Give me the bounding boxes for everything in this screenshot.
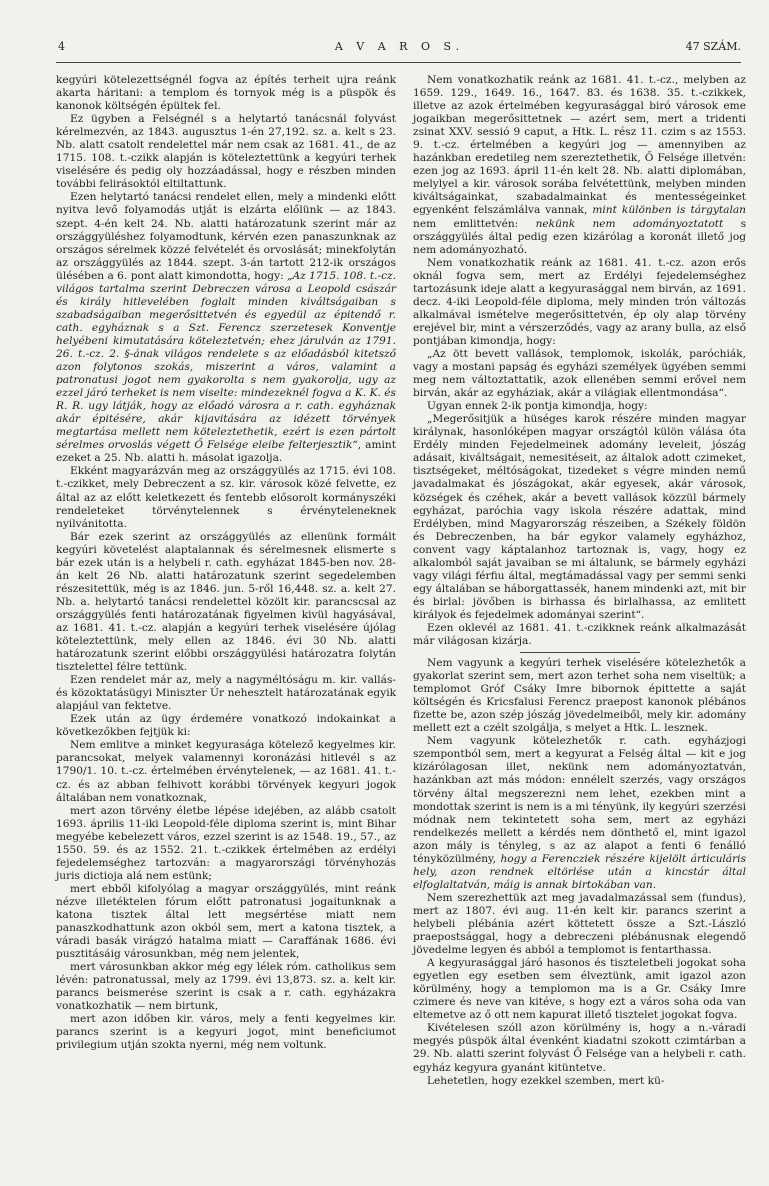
paragraph [56, 465, 396, 530]
right-column [413, 74, 746, 1088]
paragraph [56, 713, 396, 739]
text-run: Nem szerezhettük azt meg javadalmazással sem (fundus), mert az 1807. évi aug. 11-én kelt kir. parancs szerint a helybeli plébánia azért köttetett össze a Szt.-László praepostsággal, hogy a debreczeni plébánusnak elegendő jövedelme legyen és abból a templomot is fentarthassa. [413, 891, 746, 957]
text-run: , amint ezeket a 25. Nb. alatti h. másolat igazolja. [56, 439, 396, 465]
text-run: Nem vagyunk kötelezhetők r. cath. egyházjogi szempontból sem, mert a kegyurat a Felség által — kit e jog kizárólagosan illet, nekünk nem adományoztatván, hazánkban azt más módon: ennélelt szerzés, vagy országos törvény által megszereznі nem lehet, ezekben mint a mondottak szerint is nem is a mi tényünk, ily kegyúri szerzési módnak nem tekintetett soha sem, mert az egyházi rendelkezés mellett a kérdés nem dönthető el, mint igazol azon mály is tényleg, s az az alapot a fenti 6 fenálló tényközülmény, [413, 735, 746, 865]
paragraph [413, 348, 746, 400]
paragraph [56, 739, 396, 804]
italic-text-run: mint különben is tárgytalan [592, 204, 746, 217]
paragraph [56, 883, 396, 961]
paragraph [56, 1013, 396, 1052]
paragraph [413, 657, 746, 735]
paragraph [56, 805, 396, 883]
paragraph [413, 413, 746, 622]
text-run: Ezen oklevél az 1681. 41. t.-czikknek reánk alkalmazását már világosan kizárja. [413, 621, 746, 648]
paragraph [56, 191, 396, 465]
page-header [58, 40, 741, 58]
text-run: Ekként magyarázván meg az országgyülés az 1715. évi 108. t.-czikket, mely Debreczent a sz. kir. városok közé felvette, ez által az az előtt keletkezett és fentebb elősorolt kormányszéki rendeleteket törvénytelennek s érvénytelenеknek nyilvánitotta. [56, 465, 396, 530]
paragraph [56, 961, 396, 1013]
text-run: „Az ött bevett vallások, templomok, iskolák, paróchiák, vagy a mostani papság és egyházi személyek ügyében semmi meg nem változtattatik, azok ellenében semmi erővel nem birván, akár az egyháziak, akár a világiak ellentmondása“. [413, 347, 746, 400]
text-run: Ezek után az ügy érdemére vonatkozó indokainkat a következőkben fejtjük ki: [56, 713, 396, 739]
paragraph [413, 400, 746, 413]
text-run: „Megerősitjük a hüséges karok részére minden magyar királynak, hasonlóképen magyar országtól külön válása óta Erdély minden Fejedelmeinek adomány leveleit, jószág adásait, kiváltságait, nemesitéseit, az általok adott czimeket, tisztségeket, méltóságokat, tizedeket s végre minden nemű javadalmakat és jószágokat, akár egyesek, akár városok, községek és czéhek, akár a bevett vallások közzül bármely egyházat, paróchia vagy iskola részére adattak, mind Erdélyben, mind Magyarország részeiben, a Székely földön és Debreczenben, ha bár egykor valamely egyházhoz, convent vagy káptalanhoz tartoznak is, vagy, hogy ez alkalomból saját javaiban se mi általunk, se bármely egyházi vagy világi férfiu által, megtámadással vagy per semmi senki egy általában se háborgattassék, hanem mindenki azt, mit bir és birlal: jövőben is birhassa és birlalhassa, az emlitett királyok és fejedelmek adományai szerint“. [413, 413, 746, 621]
text-run: Bár ezek szerint az országgyülés az ellenünk formált kegyúri követelést alaptalannak és sérelmesnek elismerte s bár ezek után is a helybeli r. cath. egyházat 1845-ben nov. 28-án kelt 26 Nb. alatti határozatunk szerint segedelemben részesitettük, még is az 1846. jun. 5-ről 16,448. sz. a. kelt 27. Nb. a. helytartó tanácsi rendelettel közölt kir. parancscsal az országgyülés fenti határozatának figyelmen kivül hagyásával, az 1681. 41. t.-cz. alapján a kegyúri terhek viselésére újólag köteleztettünk, mely ellen az 1846. évi 30 Nb. alatti határozatunk szerint előbbi országgyülési határozatra folytán tisztelettel félre tettünk. [56, 530, 396, 674]
paragraph [413, 957, 746, 1022]
page-number-right: 47 SZÁM. [685, 40, 741, 53]
paragraph [413, 1075, 746, 1088]
paragraph [56, 74, 396, 113]
text-run: Ezen rendelet már az, mely a nagyméltóságu m. kir. vallás- és közoktatásügyi Miniszter Úr nehesztelt határozatának egyik alapjául van fektetve. [56, 674, 396, 713]
text-run: Nem vonatkozhatik reánk az 1681. 41. t.-cz., melyben az 1659. 129., 1649. 16., 1647. 83. és 1638. 35. t.-czikkek, illetve az azok értelmében kegyurasággal biró városok eme jogaikban megerősittetnek — azért sem, mert a tridenti zsinat XXV. sessió 9 caput, a Htk. L. rész 11. czim s az 1553. 9. t.-cz. értelmében a kegyúri jog — amennyiben az hazánkban eredetileg nem szereztethetik, Ő Felsége illetvén: ezen jog az 1693. ápril 11-én kelt 28. Nb. alatti diplomában, melylyel a kir. városok sorába felvétettünk, melyben minden kiváltságainkat, szabadalmainkat és mentességeinket egyenként felszámlálva vannak, [413, 74, 746, 217]
text-run: mert azon törvény életbe lépése idejében, az alább csatolt 1693. április 11-iki Leopold-féle diploma szerint is, mint Bihar megyébe kebelezett város, ezzel szerint is az 1548. 19., 57., az 1550. 59. és az 1552. 21. t.-czikkek értelmében az erdélyi fejedelemséghez tartozván: a magyarországi törvényhozás juris dictioja alá nem estünk; [56, 804, 396, 882]
paragraph [56, 113, 396, 191]
text-run: mert ebből kifolyólag a magyar országgyülés, mint reánk nézve illetéktelen fórum előtt patronatusi jogaitunknak a katona tisztek által lett megsértése miatt nem panaszkodhattunk azon okból sem, mert a katona tisztek, a váradi basák virágzó hatalma miatt — Caraffának 1686. évi pusztitásáig városunkban, még nem jelentek, [56, 882, 396, 961]
text-run: Ezen helytartó tanácsi rendelet ellen, mely a mindenki előtt nyitva levő folyamodás utját is elzárta előlünk — az 1843. szept. 4-én kelt 24. Nb. alatti határozatunk szerint már az országgyüléshez folyamodtunk, kérvén ezen panaszunknak az országos sérelmek közzé felvételét és orvoslását; minekfolytán az országgyülés az 1844. szept. 3-án tartott 212-ik országos ülésében a 6. pont alatt kimondotta, hogy: [56, 191, 396, 282]
italic-text-run: „Az 1715. 108. t.-cz. világos tartalma szerint Debreczen városa a Leopold császár és király hitlevelében foglalt minden kiváltságaiban s szabadságaiban megerősittetvén és egyedül az épitendő r. cath. egyháznak s a Szt. Ferencz szerzetesek Konventje helyébeni kimutatására köteleztetvén; ehez járulván az 1791. 26. t.-cz. 2. §-ának világos rendelete s az előadásból kitetsző azon folytonos szokás, miszerint a város, valamint a patronatusi jogot nem gyakorolta s nem gyakorolja, ugy az ezzel járó terheket is nem viselte: mindezeknél fogva a K. K. és R. R. ugy látják, hogy az előadó városra a r. cath. egyháznak akár épitésére, akár kijavitására az idézett törvények megtartása mellett nem köteleztethetik, ezért is ezen pártolt sérelmes orvoslás végett Ő Felsége elеibe felterjesztik“ [56, 269, 396, 452]
left-column [56, 74, 396, 1053]
text-run: A kegyurasággal járó hasonos és tiszteletbeli jogokat soha egyetlen egy esetben sem élveztünk, amit igazol azon körülmény, hogy a templomon ma is a Gr. Csáky Imre czimere és neve van kitéve, s hogy ezt a város soha oda van eltemetve az ő ott nem kapurat illető tisztelet jogokat fogva. [413, 957, 746, 1022]
header-rule [56, 62, 741, 63]
text-run: Kivételesen szóll azon körülmény is, hogy a n.-váradi megyés püspök által évenként kiadatni szokott czimtárban a 29. Nb. alatti szerint folyvást Ő Felsége van a helybeli r. cath. egyház kegyura gyanánt kitüntetve. [413, 1022, 746, 1074]
text-run: Ez ügyben a Felségnél s a helytartó tanácsnál folyvást kérelmezvén, az 1843. augusztus 1-én 27,192. sz. a. kelt s 23. Nb. alatt csatolt rendelettel már nem csak az 1681. 41., de az 1715. 108. t.-czikk alapján is köteleztettünk a kegyúri terhek viselésére és pedig oly hozzáadással, hogy e részben minden további felirásoktól eltiltattunk. [56, 113, 396, 191]
paragraph [56, 531, 396, 675]
text-run: nem emlittetvén: [413, 217, 536, 230]
text-run: Nem emlitve a minket kegyurasága kötelező kegyelmes kir. parancsokat, melyek valamennyi koronázási hitlevél s az 1790/1. 10. t.-cz. értelmében érvénytelenek, — az 1681. 41. t.-cz. és az abban felhivott korábbi törvények kegyuri jogok általában nem vonatkoznak, [56, 739, 396, 804]
text-run: s országgyülés által pedig ezen kizárólag a koronát illető jog nem adományozható. [413, 217, 747, 256]
paragraph [413, 1022, 746, 1074]
text-run: Lehetetlen, hogy ezekkel szemben, mert kü- [427, 1074, 665, 1087]
running-title: A V A R O S. [334, 40, 465, 53]
text-run: mert városunkban akkor még egy lélek róm. catholikus sem lévén: patronatussal, mely az 1799. évi 13,873. sz. a. kelt kir. parancs beismerése szerint is csak a r. cath. egyházakra vonatkozhatik — nem birtunk, [56, 961, 396, 1013]
text-run: kegyúri kötelezettségnél fogva az építés terheit ujra reánk akarta háritani: a templom és tornyok még is a püspök és kanonok költségén épültek fel. [56, 74, 396, 113]
text-run: mert azon időben kir. város, mely a fenti kegyelmes kir. parancs szerint is a kegyuri jogot, mint beneficiumot privilegium utján szokta nyerni, még nem voltunk. [56, 1013, 396, 1052]
paragraph [413, 257, 746, 348]
paragraph [413, 892, 746, 957]
paragraph [413, 622, 746, 648]
section-separator [520, 652, 640, 653]
paragraph [56, 674, 396, 713]
paragraph [413, 735, 746, 892]
italic-text-run: hogy a Ferencziek részére kijelölt árticuláris hely, azon rendnek eltörlése után a kincstár által elfoglaltatván, máig is annak birtokában van. [413, 852, 747, 891]
text-run: Ugyan ennek 2-ik pontja kimondja, hogy: [427, 400, 648, 413]
text-run: Nem vonatkozhatik reánk az 1681. 41. t.-cz. azon erős oknál fogva sem, mert az Erdélyi fejedelemséghez tartozásunk ideje alatt a kegyurasággal nem birván, az 1691. decz. 4-iki Leopold-féle diploma, mely minden trón változás alkalmával ismételve megerősittetvén, ép oly alap törvény erejével bir, mint a vérszerződés, vagy az arany bulla, az első pontjában kimondja, hogy: [413, 256, 746, 347]
paragraph [413, 74, 746, 257]
text-run: Nem vagyunk a kegyúri terhek viselésére kötelezhetők a gyakorlat szerint sem, mert azon terhet soha nem viseltük; a templomot Gróf Csáky Imre bibornok épittette a saját költségén és Kricsfalusi Ferencz praepost kanonok plébános fizette be, azon szép jószág jövedelmeiből, mely kir. adomány mellett ezt a czélt szolgálja, s melyet a Htk. L. lesznek. [413, 657, 746, 735]
italic-text-run: nekünk nem adományoztatott [535, 217, 724, 230]
page-number-left: 4 [58, 40, 65, 53]
